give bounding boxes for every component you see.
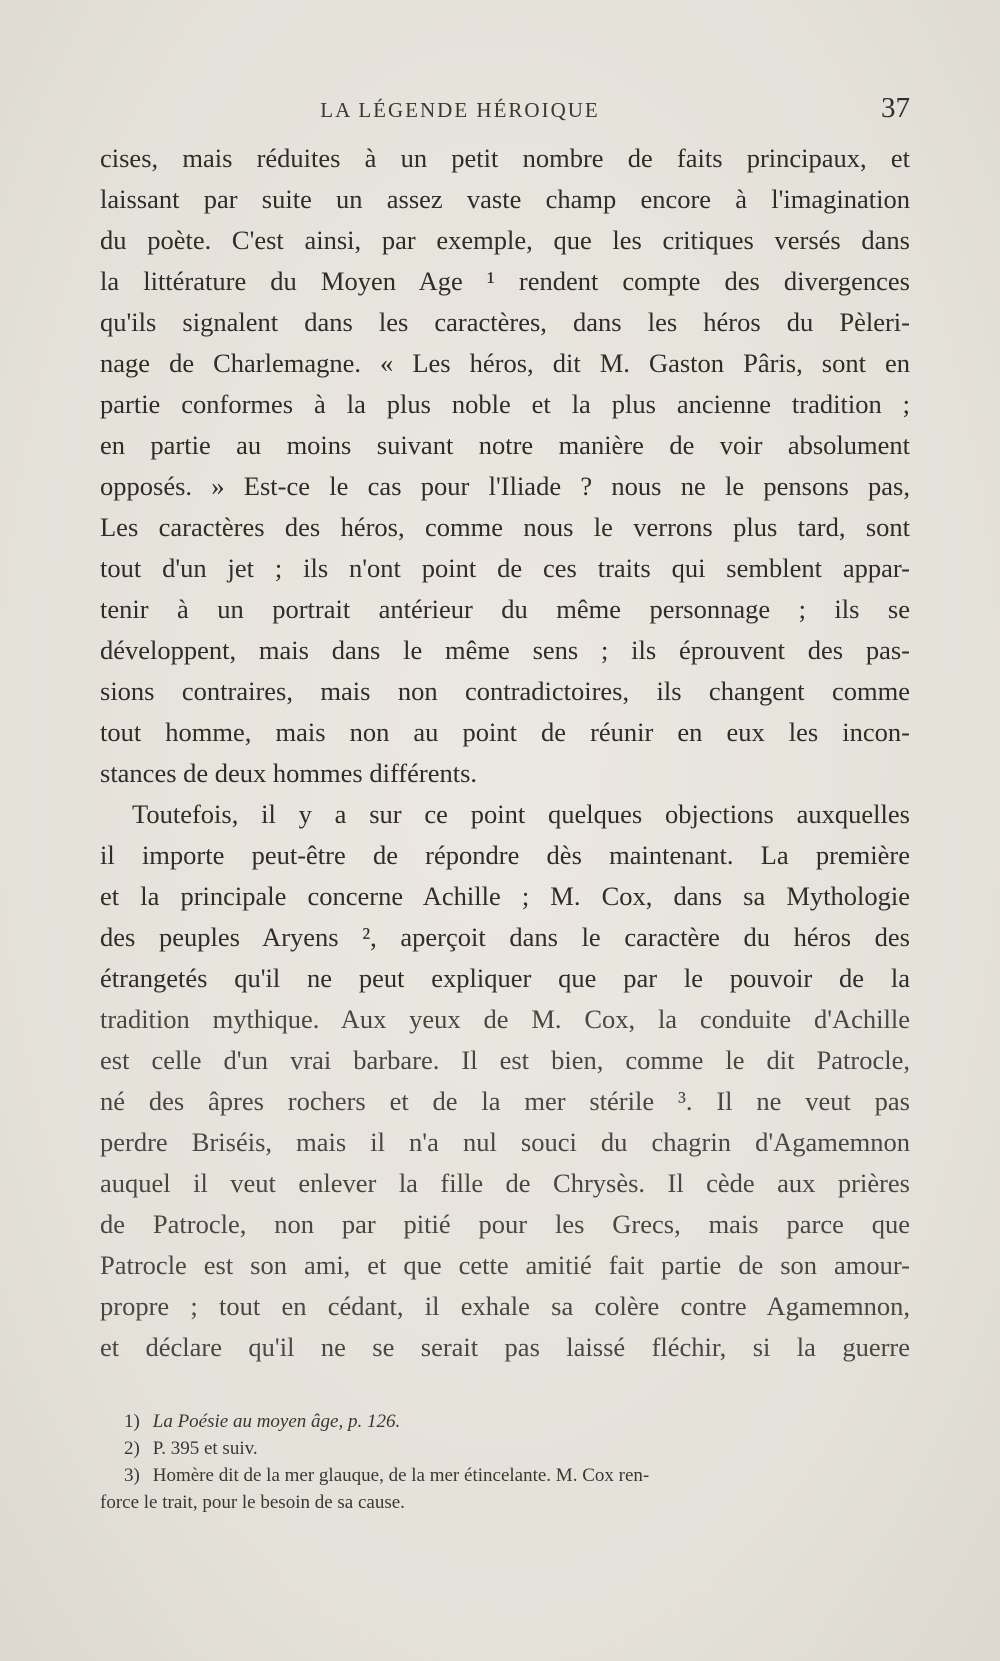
text-line: il importe peut-être de répondre dès maintenant. La première [100, 840, 910, 870]
text-line: tout homme, mais non au point de réunir en eux les incon- [100, 717, 910, 747]
text-line: tout d'un jet ; ils n'ont point de ces traits qui semblent appar- [100, 553, 910, 583]
text-line: développent, mais dans le même sens ; ils éprouvent des pas- [100, 635, 910, 665]
text-line: et déclare qu'il ne se serait pas laissé fléchir, si la guerre [100, 1332, 910, 1362]
text-line: auquel il veut enlever la fille de Chrysès. Il cède aux prières [100, 1168, 910, 1198]
text-line: étrangetés qu'il ne peut expliquer que par le pouvoir de la [100, 963, 910, 993]
text-line: stances de deux hommes différents. [100, 758, 478, 788]
text-line: cises, mais réduites à un petit nombre de faits principaux, et [100, 143, 910, 173]
footnote-number: 1) [124, 1411, 140, 1432]
text-line: et la principale concerne Achille ; M. Cox, dans sa Mythologie [100, 881, 910, 911]
text-line: Patrocle est son ami, et que cette amitié fait partie de son amour- [100, 1250, 910, 1280]
text-line: des peuples Aryens ², aperçoit dans le caractère du héros des [100, 922, 910, 952]
text-line: en partie au moins suivant notre manière de voir absolument [100, 430, 910, 460]
text-line: du poète. C'est ainsi, par exemple, que les critiques versés dans [100, 225, 910, 255]
text-line: est celle d'un vrai barbare. Il est bien, comme le dit Patrocle, [100, 1045, 910, 1075]
footnote-continuation [100, 1489, 910, 1516]
text-line: laissant par suite un assez vaste champ encore à l'imagination [100, 184, 910, 214]
text-line: qu'ils signalent dans les caractères, dans les héros du Pèleri- [100, 307, 910, 337]
footnote-number: 2) [124, 1438, 140, 1459]
footnote [100, 1462, 910, 1489]
footnote [100, 1435, 910, 1462]
text-line: Les caractères des héros, comme nous le verrons plus tard, sont [100, 512, 910, 542]
text-line: Toutefois, il y a sur ce point quelques objections auxquelles [132, 799, 910, 829]
text-line: sions contraires, mais non contradictoires, ils changent comme [100, 676, 910, 706]
running-title: LA LÉGENDE HÉROIQUE [320, 98, 600, 122]
text-line: la littérature du Moyen Age ¹ rendent compte des divergences [100, 266, 910, 296]
text-line: opposés. » Est-ce le cas pour l'Iliade ? nous ne le pensons pas, [100, 471, 910, 501]
footnotes [100, 1408, 910, 1516]
running-head [100, 90, 910, 130]
body-text [100, 138, 910, 1368]
text-line: propre ; tout en cédant, il exhale sa colère contre Agamemnon, [100, 1291, 910, 1321]
text-line: tenir à un portrait antérieur du même personnage ; ils se [100, 594, 910, 624]
text-line: partie conformes à la plus noble et la plus ancienne tradition ; [100, 389, 910, 419]
page-number: 37 [881, 92, 910, 124]
footnote-number: 3) [124, 1465, 140, 1486]
footnote-text: force le trait, pour le besoin de sa cause. [100, 1492, 405, 1513]
footnote-text: Homère dit de la mer glauque, de la mer étincelante. M. Cox ren- [152, 1465, 650, 1486]
footnote [100, 1408, 910, 1435]
text-line: tradition mythique. Aux yeux de M. Cox, la conduite d'Achille [100, 1004, 910, 1034]
footnote-text: La Poésie au moyen âge, p. 126. [152, 1411, 401, 1432]
text-line: de Patrocle, non par pitié pour les Grecs, mais parce que [100, 1209, 910, 1239]
text-line: né des âpres rochers et de la mer stérile ³. Il ne veut pas [100, 1086, 910, 1116]
text-line: nage de Charlemagne. « Les héros, dit M. Gaston Pâris, sont en [100, 348, 910, 378]
text-line: perdre Briséis, mais il n'a nul souci du chagrin d'Agamemnon [100, 1127, 910, 1157]
footnote-text: P. 395 et suiv. [152, 1438, 258, 1459]
